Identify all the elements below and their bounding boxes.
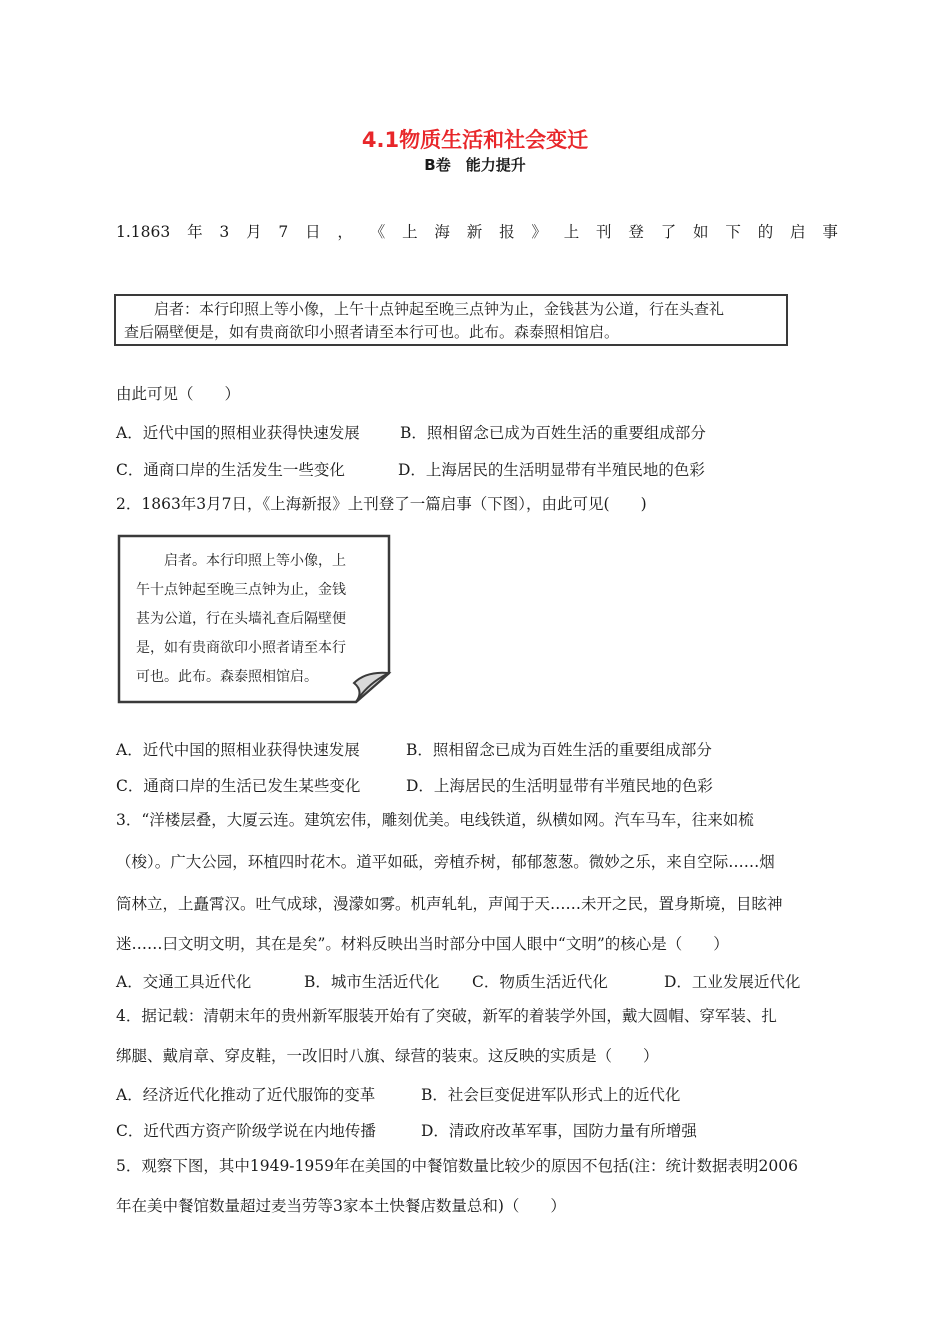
q1-option-a: A．近代中国的照相业获得快速发展 — [116, 424, 360, 442]
q2-notice-line: 启者。本行印照上等小像，上 — [136, 553, 346, 569]
q4-option-a: A．经济近代化推动了近代服饰的变革 — [116, 1086, 376, 1104]
q1-stem-part: 了 — [660, 223, 677, 241]
page-title: 4.1物质生活和社会变迁 — [361, 128, 589, 152]
q1-stem-part: 报 — [499, 223, 515, 241]
q1-notice-line: 查后隔壁便是，如有贵商欲印小照者请至本行可也。此布。森泰照相馆启。 — [124, 323, 620, 341]
q1-notice-line: 启者：本行印照上等小像，上午十点钟起至晚三点钟为止，金钱甚为公道，行在头查礼 — [124, 300, 725, 318]
q3-line: （梭）。广大公园，环植四时花木。道平如砥，旁植乔树，郁郁葱葱。微妙之乐，来自空际……烟 — [116, 853, 775, 871]
q1-stem-part: 日 — [305, 223, 321, 241]
q2-notice-line: 是，如有贵商欲印小照者请至本行 — [136, 640, 346, 656]
q1-stem-part: 新 — [466, 223, 483, 241]
q1-stem-part: 事 — [822, 223, 838, 241]
q2-option-a: A．近代中国的照相业获得快速发展 — [116, 741, 360, 759]
q1-stem-part: ， — [337, 223, 353, 241]
q4-option-d: D．清政府改革军事，国防力量有所增强 — [421, 1122, 697, 1140]
q1-stem-part: 登 — [628, 223, 644, 241]
q2-notice-image — [116, 533, 392, 705]
q4-line: 绑腿、戴肩章、穿皮鞋，一改旧时八旗、绿营的装束。这反映的实质是（ ） — [116, 1047, 659, 1065]
page-subtitle: B卷 能力提升 — [424, 156, 526, 174]
q3-option-c: C．物质生活近代化 — [472, 973, 608, 991]
q2-option-d: D．上海居民的生活明显带有半殖民地的色彩 — [406, 777, 713, 795]
q2-notice-line: 可也。此布。森泰照相馆启。 — [136, 669, 318, 685]
q1-stem-part: 年 — [187, 223, 203, 241]
q1-stem-part: 海 — [434, 223, 450, 241]
q1-stem-part: 如 — [693, 223, 709, 241]
q3-line: 筒林立，上矗霄汉。吐气成球，漫濛如雾。机声轧轧，声闻于天……未开之民，置身斯境，目眩神 — [116, 895, 783, 913]
q1-option-b: B．照相留念已成为百姓生活的重要组成部分 — [400, 424, 706, 442]
q1-stem-part: 下 — [725, 223, 741, 241]
q5-line: 5．观察下图，其中1949-1959年在美国的中餐馆数量比较少的原因不包括(注：统计数据表明2006 — [116, 1157, 798, 1175]
q1-stem-part: 月 — [246, 223, 262, 241]
q3-line: 3．“洋楼层叠，大厦云连。建筑宏伟，雕刻优美。电线铁道，纵横如网。汽车马车，往来如梳 — [116, 811, 754, 829]
q3-line: 迷……曰文明文明，其在是矣”。材料反映出当时部分中国人眼中“文明”的核心是（ ） — [116, 935, 729, 953]
q1-notice-box — [114, 294, 788, 346]
q1-option-c: C．通商口岸的生活发生一些变化 — [116, 461, 345, 479]
q1-prompt: 由此可见（ ） — [116, 385, 241, 403]
q1-stem-part: 刊 — [596, 223, 612, 241]
q1-option-d: D．上海居民的生活明显带有半殖民地的色彩 — [398, 461, 705, 479]
q3-option-a: A．交通工具近代化 — [116, 973, 252, 991]
q2-option-c: C．通商口岸的生活已发生某些变化 — [116, 777, 361, 795]
q1-stem-part: 《 — [369, 223, 386, 241]
q3-option-b: B．城市生活近代化 — [304, 973, 440, 991]
q5-line: 年在美中餐馆数量超过麦当劳等3家本土快餐店数量总和)（ ） — [116, 1197, 566, 1215]
q1-stem-part: 的 — [757, 223, 774, 241]
q1-stem-part: 上 — [402, 223, 418, 241]
q1-stem-part: 上 — [563, 223, 580, 241]
q2-option-b: B．照相留念已成为百姓生活的重要组成部分 — [406, 741, 712, 759]
q4-option-c: C．近代西方资产阶级学说在内地传播 — [116, 1122, 376, 1140]
q1-stem — [116, 222, 838, 242]
q3-option-d: D．工业发展近代化 — [664, 973, 801, 991]
q1-stem-part: 》 — [531, 223, 547, 241]
q1-stem-part: 启 — [790, 223, 806, 241]
q4-line: 4．据记载：清朝末年的贵州新军服装开始有了突破，新军的着装学外国，戴大圆帽、穿军装、扎 — [116, 1007, 777, 1025]
q1-stem-part: 7 — [278, 223, 289, 241]
q1-stem-part: 1.1863 — [116, 223, 171, 241]
q1-stem-part: 3 — [219, 223, 230, 241]
q2-notice-line: 甚为公道，行在头墙礼查后隔壁便 — [136, 611, 346, 627]
q2-notice-line: 午十点钟起至晚三点钟为止，金钱 — [136, 582, 346, 598]
q2-stem: 2．1863年3月7日，《上海新报》上刊登了一篇启事（下图），由此可见( ) — [116, 495, 647, 513]
q4-option-b: B．社会巨变促进军队形式上的近代化 — [421, 1086, 681, 1104]
